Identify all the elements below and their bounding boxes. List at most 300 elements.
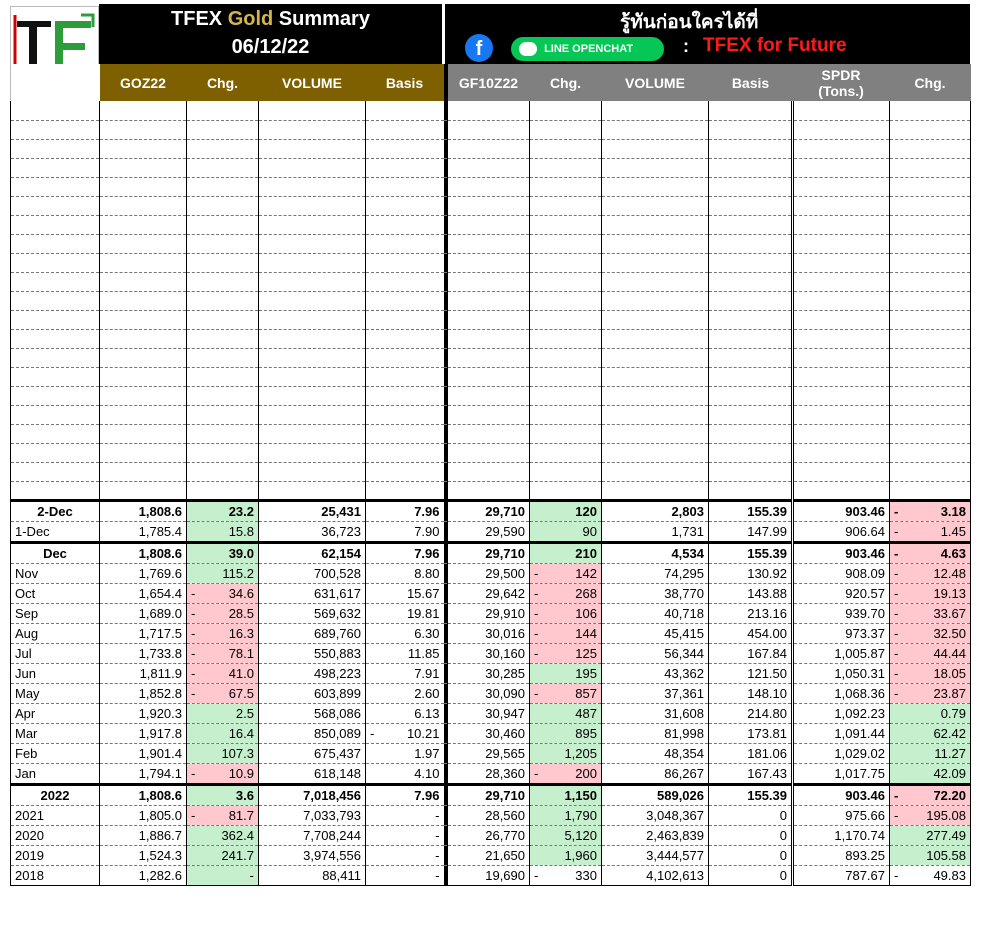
gf-basis-value: 0: [779, 867, 787, 883]
gf-basis-value: 148.10: [747, 685, 787, 701]
empty-cell: [890, 405, 971, 424]
spdr-tons-value: 1,050.31: [834, 665, 885, 681]
gf-basis: [709, 805, 793, 825]
goz-volume: [259, 683, 366, 703]
empty-cell: [890, 158, 971, 177]
empty-cell: [709, 196, 793, 215]
row-label: [11, 784, 100, 805]
goz-change: [187, 805, 259, 825]
goz-change: [187, 603, 259, 623]
line-openchat-button[interactable]: [511, 37, 664, 61]
gf-price: [448, 623, 530, 643]
gf-volume: [602, 683, 709, 703]
spdr-change-value: 3.18: [940, 503, 966, 519]
spdr-tons: [793, 583, 890, 603]
gf-volume-value: 2,803: [671, 503, 704, 519]
gf-volume-value: 589,026: [657, 787, 704, 803]
gf-price-value: 29,710: [485, 503, 525, 519]
gf-price: [448, 784, 530, 805]
empty-cell: [448, 272, 530, 291]
empty-cell: [709, 215, 793, 234]
empty-cell: [100, 139, 187, 158]
empty-cell: [366, 329, 444, 348]
spdr-tons-value: 1,029.02: [834, 745, 885, 761]
empty-cell: [890, 424, 971, 443]
table-row: [11, 500, 971, 521]
empty-cell: [259, 253, 366, 272]
goz-volume-value: 689,760: [314, 625, 361, 641]
gf-volume: [602, 521, 709, 542]
empty-cell: [187, 101, 259, 120]
empty-cell: [448, 101, 530, 120]
gf-price-value: 30,016: [485, 625, 525, 641]
gf-basis-value: 0: [779, 807, 787, 823]
gf-basis: [709, 723, 793, 743]
empty-row: [11, 405, 971, 424]
spdr-change-value: 0.79: [940, 705, 966, 721]
empty-cell: [793, 291, 890, 310]
spdr-change: [890, 805, 971, 825]
empty-cell: [890, 120, 971, 139]
empty-cell: [448, 405, 530, 424]
gf-change: [530, 723, 602, 743]
goz-volume-value: 62,154: [321, 545, 361, 561]
empty-cell: [100, 386, 187, 405]
goz-price-value: 1,920.3: [138, 705, 182, 721]
goz-basis-value: -: [435, 827, 440, 843]
goz-price-value: 1,689.0: [138, 605, 182, 621]
gf-change: [530, 825, 602, 845]
spdr-change-value: 33.67: [933, 605, 966, 621]
goz-basis: [366, 500, 444, 521]
goz-price: [100, 643, 187, 663]
empty-cell: [530, 367, 602, 386]
empty-cell: [187, 158, 259, 177]
spdr-change-value: 11.27: [934, 745, 966, 761]
goz-volume-value: 618,148: [314, 765, 361, 781]
goz-price-value: 1,917.8: [138, 725, 182, 741]
minus-sign: -: [894, 867, 899, 883]
spdr-change: [890, 500, 971, 521]
title-gold: Gold: [227, 8, 274, 30]
gf-volume: [602, 663, 709, 683]
gf-volume: [602, 825, 709, 845]
row-label-value: 2018: [15, 867, 44, 883]
gf-basis: [709, 583, 793, 603]
goz-volume: [259, 563, 366, 583]
gf-volume: [602, 845, 709, 865]
row-label-value: 2022: [40, 787, 70, 803]
title-pre: TFEX: [171, 8, 228, 30]
gf-change-value: 857: [575, 685, 597, 701]
empty-cell: [100, 348, 187, 367]
empty-cell: [793, 158, 890, 177]
spdr-change: [890, 583, 971, 603]
empty-cell: [602, 329, 709, 348]
title-post: Summary: [273, 8, 370, 30]
goz-volume-value: 7,708,244: [303, 827, 361, 843]
goz-change-value: 81.7: [228, 807, 254, 823]
empty-cell: [530, 120, 602, 139]
table-row: [11, 763, 971, 784]
empty-cell: [448, 462, 530, 481]
empty-cell: [530, 196, 602, 215]
empty-cell: [448, 158, 530, 177]
spdr-tons-value: 1,017.75: [834, 765, 885, 781]
goz-volume: [259, 743, 366, 763]
goz-basis: [366, 583, 444, 603]
spdr-tons-value: 903.46: [845, 545, 885, 561]
empty-cell: [100, 367, 187, 386]
empty-row: [11, 139, 971, 158]
empty-cell: [187, 310, 259, 329]
gf-price: [448, 500, 530, 521]
empty-cell: [11, 234, 100, 253]
empty-cell: [793, 101, 890, 120]
empty-row: [11, 481, 971, 500]
minus-sign: -: [894, 523, 899, 539]
goz-volume: [259, 542, 366, 563]
gf-volume: [602, 784, 709, 805]
gf-change-value: 195: [575, 665, 597, 681]
spdr-tons-value: 973.37: [845, 625, 885, 641]
empty-cell: [602, 367, 709, 386]
empty-cell: [11, 177, 100, 196]
table-row: [11, 784, 971, 805]
gf-basis: [709, 663, 793, 683]
goz-price-value: 1,717.5: [138, 625, 182, 641]
goz-change-value: 3.6: [235, 787, 254, 803]
gf-price-value: 19,690: [485, 867, 525, 883]
gf-change: [530, 521, 602, 542]
empty-cell: [11, 291, 100, 310]
spdr-tons-value: 908.09: [845, 565, 885, 581]
empty-cell: [709, 234, 793, 253]
empty-cell: [187, 120, 259, 139]
goz-volume: [259, 643, 366, 663]
empty-cell: [366, 386, 444, 405]
empty-cell: [187, 348, 259, 367]
empty-cell: [530, 386, 602, 405]
goz-volume: [259, 763, 366, 784]
gf-price: [448, 743, 530, 763]
empty-cell: [100, 481, 187, 500]
goz-basis: [366, 743, 444, 763]
goz-basis-value: 4.10: [414, 765, 440, 781]
empty-cell: [530, 481, 602, 500]
goz-price: [100, 825, 187, 845]
goz-price: [100, 521, 187, 542]
goz-price-value: 1,794.1: [138, 765, 182, 781]
gf-price-value: 28,360: [485, 765, 525, 781]
goz-basis: [366, 563, 444, 583]
spdr-tons-value: 1,170.74: [834, 827, 885, 843]
goz-volume-value: 568,086: [314, 705, 361, 721]
goz-basis-value: 6.30: [414, 625, 440, 641]
empty-cell: [100, 329, 187, 348]
page-title: [99, 4, 442, 34]
empty-cell: [366, 253, 444, 272]
goz-volume: [259, 723, 366, 743]
empty-cell: [530, 158, 602, 177]
table-row: [11, 603, 971, 623]
gf-change: [530, 784, 602, 805]
goz-change: [187, 845, 259, 865]
row-label-value: 2021: [15, 807, 44, 823]
spdr-tons-value: 893.25: [845, 847, 885, 863]
gf-volume-value: 81,998: [664, 725, 704, 741]
gf-price-value: 26,770: [485, 827, 525, 843]
table-row: [11, 845, 971, 865]
empty-cell: [793, 196, 890, 215]
gf-change-value: 200: [575, 765, 597, 781]
empty-cell: [11, 462, 100, 481]
spdr-tons-value: 1,092.23: [834, 705, 885, 721]
empty-cell: [602, 310, 709, 329]
gf-change: [530, 805, 602, 825]
goz-price: [100, 563, 187, 583]
empty-row: [11, 348, 971, 367]
spdr-tons: [793, 603, 890, 623]
minus-sign: -: [534, 645, 539, 661]
minus-sign: -: [534, 565, 539, 581]
gf-change-value: 487: [575, 705, 597, 721]
empty-cell: [187, 234, 259, 253]
gf-volume-value: 48,354: [664, 745, 704, 761]
goz-price: [100, 743, 187, 763]
empty-cell: [187, 291, 259, 310]
empty-cell: [11, 253, 100, 272]
gf-basis: [709, 542, 793, 563]
spdr-tons: [793, 683, 890, 703]
empty-cell: [890, 348, 971, 367]
gf-volume-value: 37,361: [664, 685, 704, 701]
gf-basis-value: 155.39: [747, 787, 787, 803]
empty-cell: [890, 386, 971, 405]
gf-volume: [602, 703, 709, 723]
goz-basis: [366, 663, 444, 683]
spdr-tons-value: 903.46: [845, 503, 885, 519]
goz-volume-value: 603,899: [314, 685, 361, 701]
goz-price-value: 1,769.6: [138, 565, 182, 581]
gf-change: [530, 865, 602, 885]
table-row: [11, 583, 971, 603]
empty-cell: [187, 177, 259, 196]
col-chg-3: Chg.: [890, 64, 971, 101]
empty-cell: [890, 101, 971, 120]
spdr-tons: [793, 643, 890, 663]
goz-price-value: 1,733.8: [138, 645, 182, 661]
gf-price-value: 29,565: [485, 745, 525, 761]
gf-change: [530, 500, 602, 521]
goz-basis-value: -: [435, 867, 440, 883]
empty-cell: [366, 101, 444, 120]
gf-price-value: 29,590: [485, 523, 525, 539]
goz-volume: [259, 583, 366, 603]
goz-basis: [366, 763, 444, 784]
facebook-icon[interactable]: f: [465, 34, 493, 62]
empty-cell: [366, 462, 444, 481]
empty-cell: [602, 348, 709, 367]
empty-cell: [11, 158, 100, 177]
gf-basis: [709, 825, 793, 845]
gf-volume: [602, 623, 709, 643]
empty-cell: [11, 367, 100, 386]
goz-price-value: 1,901.4: [138, 745, 182, 761]
empty-cell: [793, 272, 890, 291]
spdr-change: [890, 825, 971, 845]
empty-cell: [448, 424, 530, 443]
spdr-tons: [793, 521, 890, 542]
empty-cell: [530, 443, 602, 462]
empty-cell: [11, 101, 100, 120]
summary-table: [10, 64, 971, 886]
spdr-tons: [793, 563, 890, 583]
empty-cell: [11, 215, 100, 234]
minus-sign: -: [894, 645, 899, 661]
empty-cell: [11, 443, 100, 462]
empty-cell: [259, 386, 366, 405]
empty-cell: [530, 234, 602, 253]
row-label-value: Oct: [15, 585, 36, 601]
gf-price: [448, 521, 530, 542]
goz-price: [100, 623, 187, 643]
empty-cell: [709, 329, 793, 348]
spdr-tons: [793, 703, 890, 723]
minus-sign: -: [534, 867, 539, 883]
empty-cell: [259, 272, 366, 291]
empty-cell: [259, 177, 366, 196]
empty-cell: [793, 329, 890, 348]
empty-row: [11, 329, 971, 348]
gf-price-value: 29,710: [485, 787, 525, 803]
goz-basis-value: 6.13: [414, 705, 440, 721]
gf-basis-value: 0: [779, 827, 787, 843]
goz-change: [187, 743, 259, 763]
empty-cell: [100, 272, 187, 291]
empty-cell: [100, 443, 187, 462]
goz-basis-value: 1.97: [414, 745, 440, 761]
gf-basis: [709, 500, 793, 521]
empty-cell: [890, 443, 971, 462]
goz-change-value: 41.0: [228, 665, 254, 681]
minus-sign: -: [894, 665, 899, 681]
empty-cell: [602, 291, 709, 310]
empty-cell: [448, 481, 530, 500]
goz-price: [100, 500, 187, 521]
gf-price-value: 30,947: [485, 705, 525, 721]
gf-basis: [709, 521, 793, 542]
spdr-tons: [793, 743, 890, 763]
column-headers: [11, 64, 971, 101]
empty-cell: [366, 120, 444, 139]
empty-cell: [530, 101, 602, 120]
goz-volume-value: 88,411: [322, 867, 361, 883]
gf-change: [530, 845, 602, 865]
gf-volume: [602, 643, 709, 663]
empty-cell: [602, 158, 709, 177]
goz-basis-value: -: [435, 847, 440, 863]
header-left: [99, 4, 442, 64]
gf-price-value: 28,560: [485, 807, 525, 823]
gf-change: [530, 643, 602, 663]
goz-volume-value: 631,617: [314, 585, 361, 601]
gf-basis: [709, 763, 793, 784]
goz-change-value: 16.3: [228, 625, 254, 641]
empty-cell: [890, 177, 971, 196]
gf-price-value: 30,460: [485, 725, 525, 741]
gf-basis-value: 155.39: [747, 545, 787, 561]
gf-basis-value: 167.43: [747, 765, 787, 781]
row-label-value: Jan: [15, 765, 36, 781]
col-gf10z22: GF10Z22: [448, 64, 530, 101]
gf-basis-value: 213.16: [747, 605, 787, 621]
empty-cell: [448, 367, 530, 386]
gf-price: [448, 643, 530, 663]
gf-change: [530, 623, 602, 643]
goz-change: [187, 825, 259, 845]
gf-change-value: 895: [575, 725, 597, 741]
minus-sign: -: [191, 765, 196, 781]
empty-cell: [259, 196, 366, 215]
goz-basis-value: 19.81: [406, 605, 440, 621]
empty-cell: [187, 405, 259, 424]
spdr-change: [890, 623, 971, 643]
gf-volume-value: 3,444,577: [646, 847, 704, 863]
spdr-change: [890, 542, 971, 563]
empty-cell: [793, 386, 890, 405]
gf-basis-value: 214.80: [747, 705, 787, 721]
empty-cell: [259, 215, 366, 234]
gf-volume-value: 1,731: [671, 523, 704, 539]
spdr-tons: [793, 500, 890, 521]
empty-cell: [366, 158, 444, 177]
spdr-tons: [793, 865, 890, 885]
empty-cell: [793, 310, 890, 329]
gf-volume: [602, 563, 709, 583]
minus-sign: -: [370, 725, 375, 741]
empty-cell: [709, 177, 793, 196]
row-label-value: 2-Dec: [37, 503, 73, 519]
gf-basis-value: 454.00: [747, 625, 787, 641]
empty-cell: [11, 386, 100, 405]
goz-change-value: 67.5: [228, 685, 254, 701]
goz-volume: [259, 784, 366, 805]
colon: :: [683, 36, 689, 56]
empty-cell: [890, 139, 971, 158]
table-row: [11, 521, 971, 542]
table-row: [11, 563, 971, 583]
gf-basis-value: 130.92: [747, 565, 787, 581]
gf-basis-value: 0: [779, 847, 787, 863]
row-label-value: Jun: [15, 665, 36, 681]
gf-volume-value: 31,608: [664, 705, 704, 721]
minus-sign: -: [191, 807, 196, 823]
spdr-change-value: 44.44: [933, 645, 966, 661]
empty-cell: [602, 234, 709, 253]
empty-cell: [793, 177, 890, 196]
goz-change-value: 241.7: [221, 847, 254, 863]
goz-volume-value: 850,089: [314, 725, 361, 741]
empty-cell: [11, 348, 100, 367]
gf-volume: [602, 583, 709, 603]
empty-cell: [366, 405, 444, 424]
gf-volume: [602, 603, 709, 623]
goz-change-value: 362.4: [221, 827, 254, 843]
empty-cell: [709, 291, 793, 310]
table-row: [11, 663, 971, 683]
spdr-change: [890, 521, 971, 542]
